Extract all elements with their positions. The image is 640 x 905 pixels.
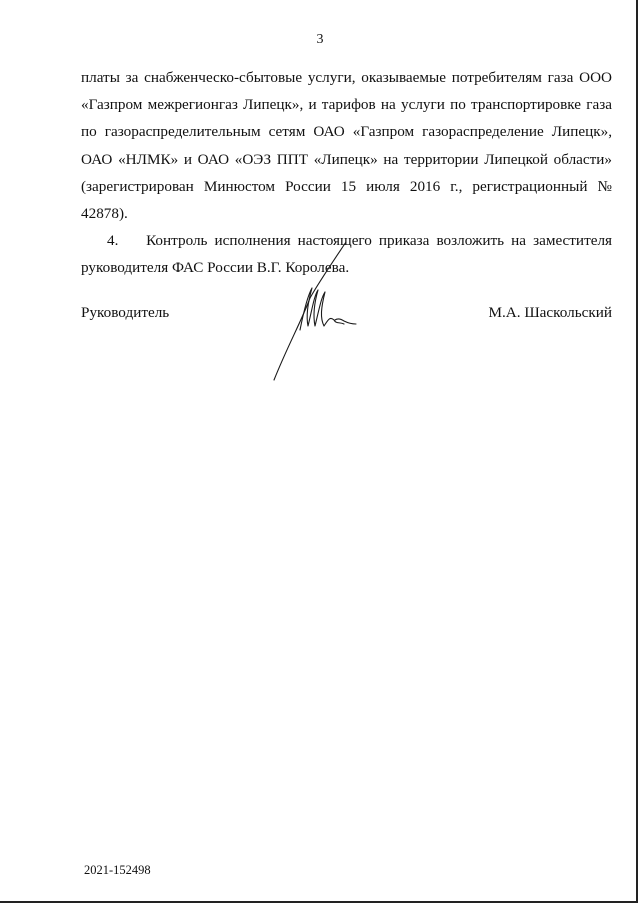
signer-name: М.А. Шаскольский [488, 304, 612, 321]
text-line: руководителя ФАС России В.Г. Королева. [81, 259, 350, 277]
document-registration-number: 2021-152498 [84, 863, 151, 877]
page-number: 3 [316, 32, 324, 47]
signer-position: Руководитель [81, 304, 170, 321]
text-line: (зарегистрирован Минюстом России 15 июля 2016 г., регистрационный № 42878). [81, 177, 612, 223]
paragraph-continuation [81, 64, 612, 227]
text-line: Контроль исполнения настоящего приказа возложить на заместителя [146, 232, 613, 250]
text-line: платы за снабженческо-сбытовые услуги, оказываемые потребителям газа [81, 69, 574, 86]
handwritten-signature [264, 240, 364, 390]
text-line: ООО «Газпром межрегионгаз Липецк», и тарифов на услуги по транспортировке [81, 69, 613, 114]
text-line: газа по газораспределительным сетям ОАО «Газпром газораспределение Липецк», [81, 96, 613, 141]
text-line: ОАО «НЛМК» и ОАО «ОЭЗ ППТ «Липецк» на территории Липецкой области» [81, 150, 612, 168]
item-number: 4. [107, 232, 119, 250]
